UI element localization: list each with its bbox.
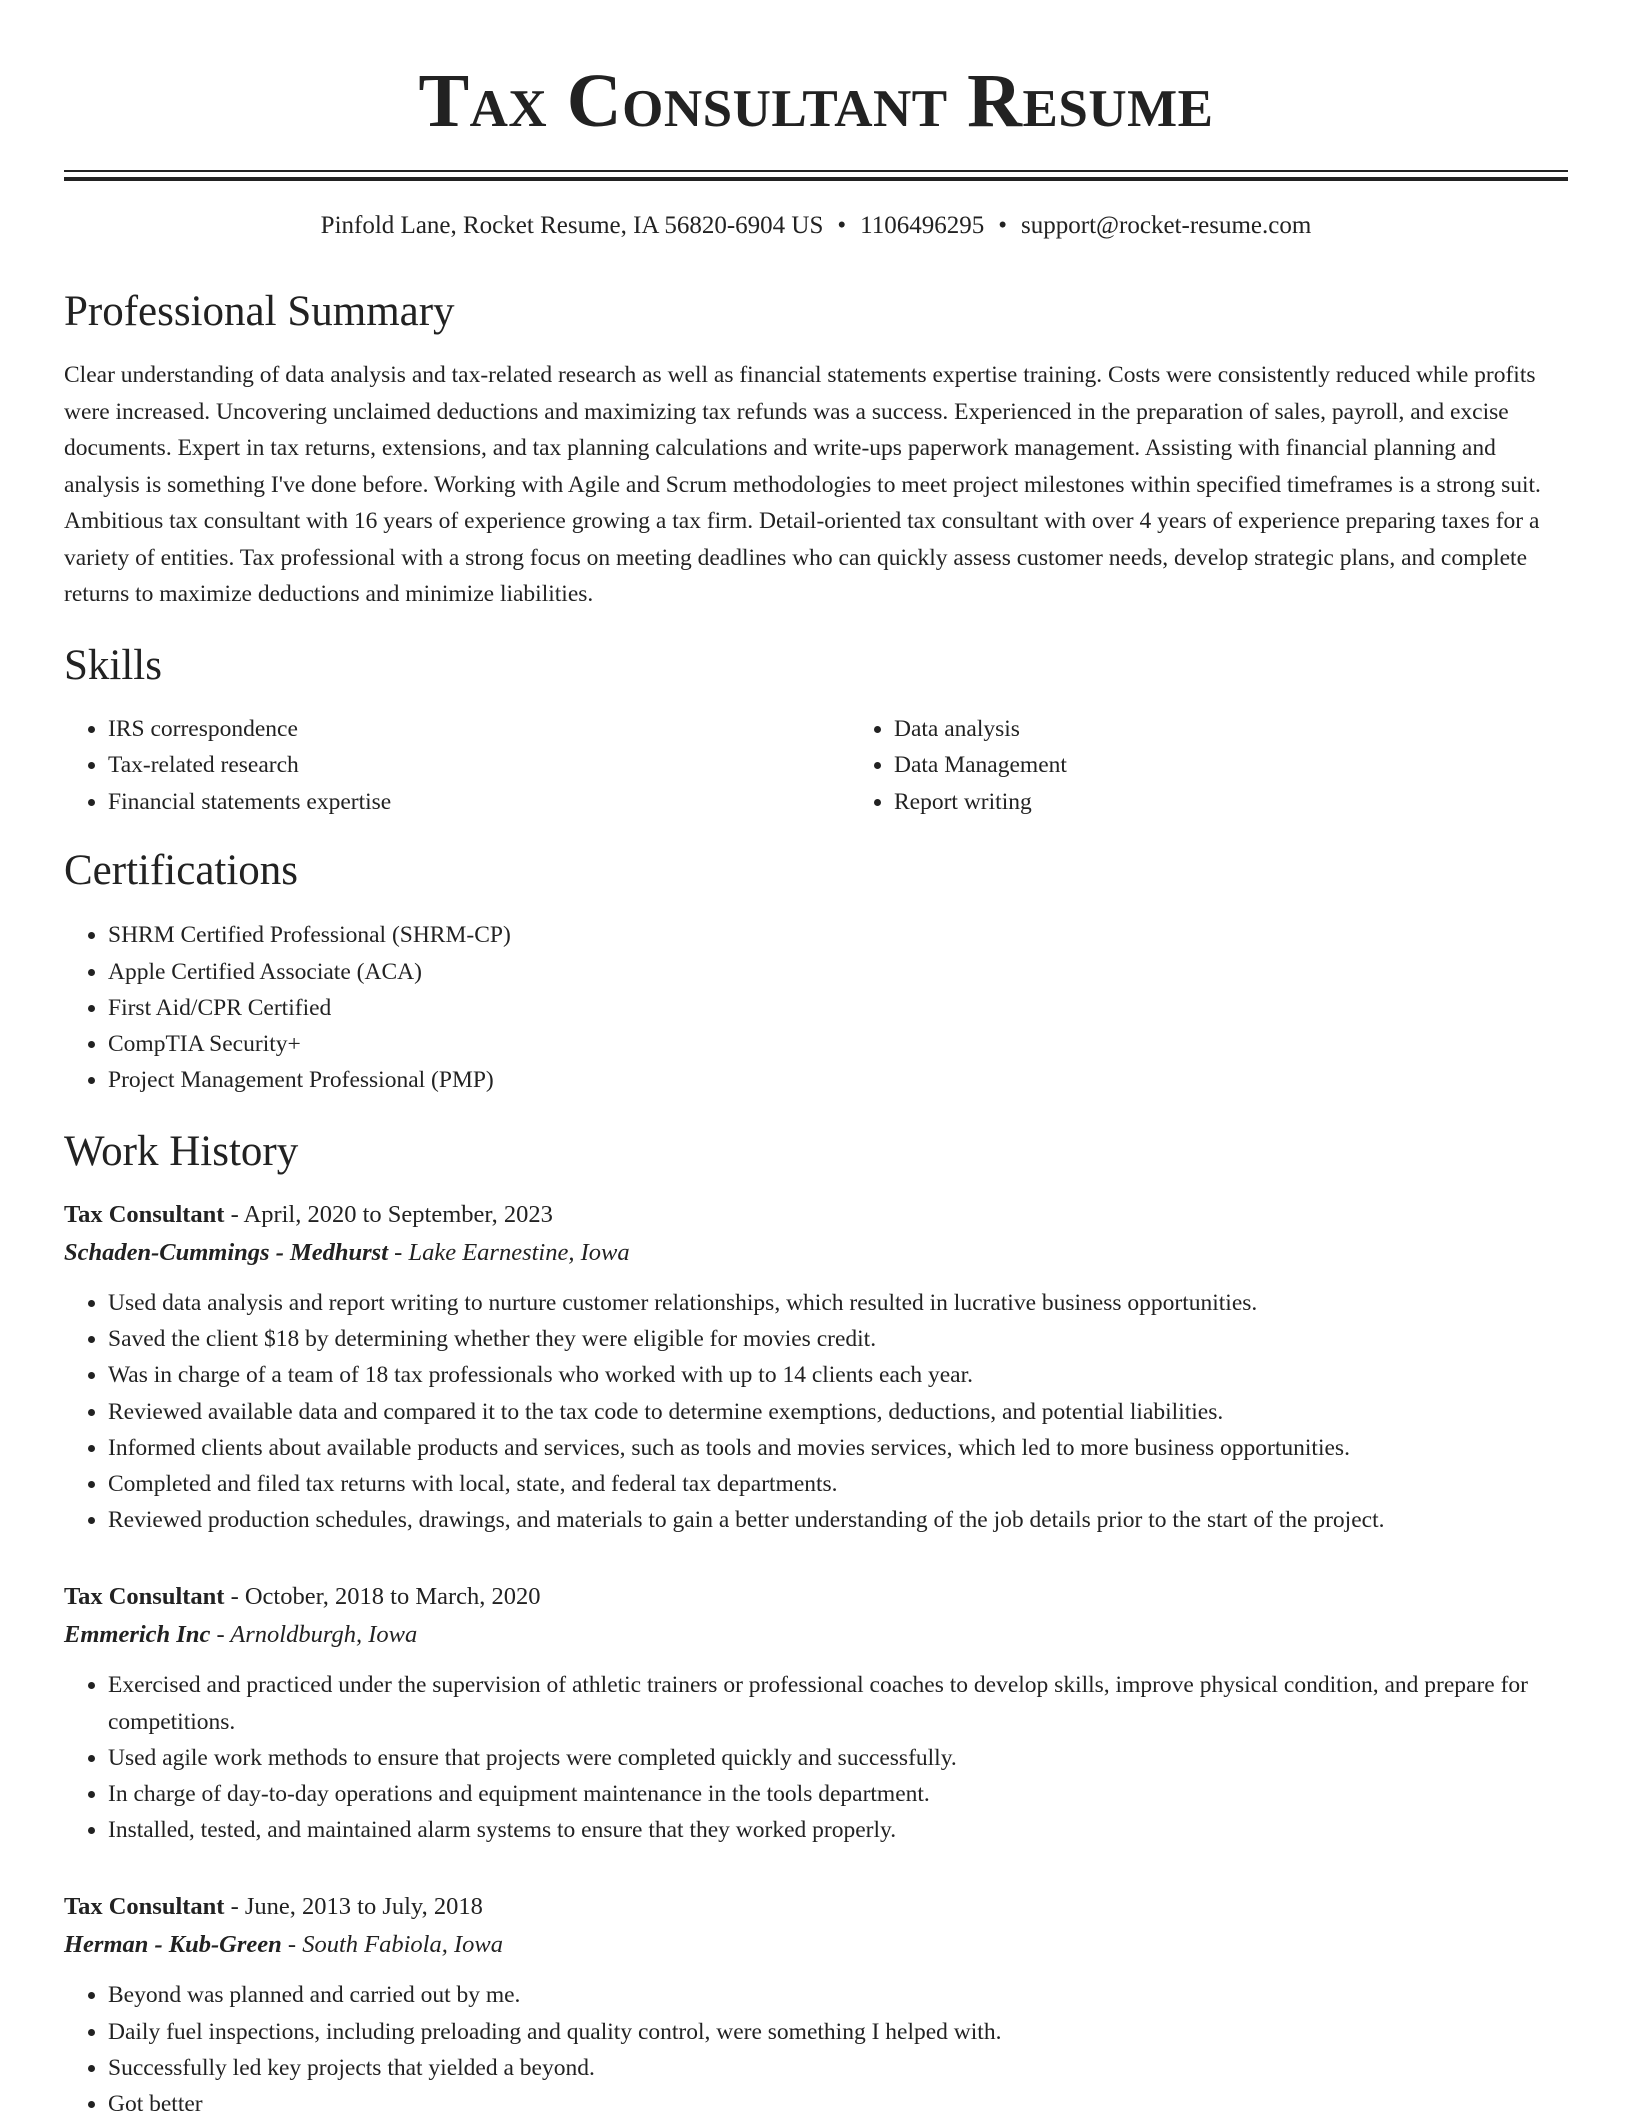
- job-bullet: • Beyond was planned and carried out by me.: [108, 1977, 1568, 2013]
- contact-separator: •: [837, 212, 847, 239]
- job-company-line: [64, 1234, 1568, 1272]
- job-dates: - June, 2013 to July, 2018: [224, 1893, 483, 1921]
- job-title-line: [64, 1888, 1568, 1926]
- contact-phone: 1106496295: [860, 212, 985, 239]
- job-bullet: • Completed and filed tax returns with local, state, and federal tax departments.: [108, 1466, 1568, 1502]
- job-company-line: [64, 1926, 1568, 1964]
- skill-item: • Tax-related research: [108, 747, 850, 783]
- job-bullet: • Successfully led key projects that yielded a beyond.: [108, 2050, 1568, 2086]
- certification-item: • Apple Certified Associate (ACA): [108, 954, 1568, 990]
- resume-page: [64, 0, 1568, 2122]
- job-bullet: • Installed, tested, and maintained alarm systems to ensure that they worked properly.: [108, 1812, 1568, 1848]
- certifications-list: [64, 917, 1568, 1098]
- job-entry: [64, 1196, 1568, 1538]
- job-bullet: • Got better: [108, 2086, 1568, 2122]
- skill-item: • IRS correspondence: [108, 711, 850, 747]
- title-divider: [64, 170, 1568, 181]
- job-bullet: • Exercised and practiced under the supervision of athletic trainers or professional coaches to develop skills, improve physical condition, and prepare for competitions.: [108, 1667, 1568, 1739]
- work-history-heading: Work History: [64, 1128, 299, 1176]
- certification-item: • First Aid/CPR Certified: [108, 990, 1568, 1026]
- job-bullet: • Used data analysis and report writing to nurture customer relationships, which resulted in lucrative business opportunities.: [108, 1285, 1568, 1321]
- job-dates: - October, 2018 to March, 2020: [224, 1583, 541, 1611]
- job-bullet: • Reviewed available data and compared it to the tax code to determine exemptions, deductions, and potential liabilities.: [108, 1394, 1568, 1430]
- job-role: Tax Consultant: [64, 1893, 225, 1921]
- job-bullets: [64, 1667, 1568, 1848]
- job-title-line: [64, 1196, 1568, 1234]
- skill-item: • Report writing: [894, 784, 1632, 820]
- job-location: - South Fabiola, Iowa: [281, 1931, 503, 1959]
- contact-address: Pinfold Lane, Rocket Resume, IA 56820-6904 US: [320, 212, 824, 239]
- job-entry: [64, 1578, 1568, 1848]
- job-company: Emmerich Inc: [64, 1621, 211, 1649]
- job-title-line: [64, 1578, 1568, 1616]
- job-bullets: [64, 1977, 1568, 2122]
- job-bullet: • Informed clients about available products and services, such as tools and movies services, which led to more business opportunities.: [108, 1430, 1568, 1466]
- job-company: Herman - Kub-Green: [64, 1931, 282, 1959]
- job-bullet: • Saved the client $18 by determining whether they were eligible for movies credit.: [108, 1321, 1568, 1357]
- job-location: - Arnoldburgh, Iowa: [210, 1621, 418, 1649]
- contact-line: [64, 210, 1568, 243]
- job-location: - Lake Earnestine, Iowa: [388, 1239, 630, 1266]
- job-role: Tax Consultant: [64, 1583, 225, 1611]
- job-role: Tax Consultant: [64, 1201, 225, 1228]
- job-bullet: • Was in charge of a team of 18 tax professionals who worked with up to 14 clients each year.: [108, 1357, 1568, 1393]
- skills-grid: [64, 711, 1568, 820]
- skill-item: • Data Management: [894, 747, 1632, 783]
- certification-item: • SHRM Certified Professional (SHRM-CP): [108, 917, 1568, 953]
- certifications-heading: Certifications: [64, 846, 299, 894]
- skill-item: • Data analysis: [894, 711, 1632, 747]
- certification-item: • CompTIA Security+: [108, 1026, 1568, 1062]
- skills-list-left: [64, 711, 850, 820]
- contact-email: support@rocket-resume.com: [1021, 212, 1312, 239]
- skills-list-right: [850, 711, 1632, 820]
- job-bullet: • In charge of day-to-day operations and equipment maintenance in the tools department.: [108, 1776, 1568, 1812]
- summary-heading: Professional Summary: [64, 287, 455, 335]
- certification-item: • Project Management Professional (PMP): [108, 1062, 1568, 1098]
- job-dates: - April, 2020 to September, 2023: [224, 1201, 553, 1228]
- summary-paragraph: Clear understanding of data analysis and tax-related research as well as financial statements expertise training. Costs were consistently reduced while profits were increased. Uncovering unclaimed deductions and maximizing tax refunds was a success. Experienced in the preparation of sales, payroll, and excise documents. Expert in tax returns, extensions, and tax planning calculations and write-ups paperwork management. Assisting with financial planning and analysis is something I've done before. Working with Agile and Scrum methodologies to meet project milestones within specified timeframes is a strong suit. Ambitious tax consultant with 16 years of experience growing a tax firm. Detail-oriented tax consultant with over 4 years of experience preparing taxes for a variety of entities. Tax professional with a strong focus on meeting deadlines who can quickly assess customer needs, develop strategic plans, and complete returns to maximize deductions and minimize liabilities.: [64, 362, 1541, 608]
- job-entry: [64, 1888, 1568, 2122]
- job-bullet: • Used agile work methods to ensure that projects were completed quickly and successfully.: [108, 1740, 1568, 1776]
- skills-heading: Skills: [64, 641, 162, 689]
- job-company-line: [64, 1616, 1568, 1654]
- skill-item: • Financial statements expertise: [108, 784, 850, 820]
- resume-title: Tax Consultant Resume: [418, 59, 1214, 143]
- job-company: Schaden-Cummings - Medhurst: [64, 1239, 389, 1266]
- contact-separator: •: [998, 212, 1008, 239]
- job-bullets: [64, 1285, 1568, 1538]
- job-bullet: • Reviewed production schedules, drawings, and materials to gain a better understanding of the job details prior to the start of the project.: [108, 1502, 1568, 1538]
- job-bullet: • Daily fuel inspections, including preloading and quality control, were something I helped with.: [108, 2014, 1568, 2050]
